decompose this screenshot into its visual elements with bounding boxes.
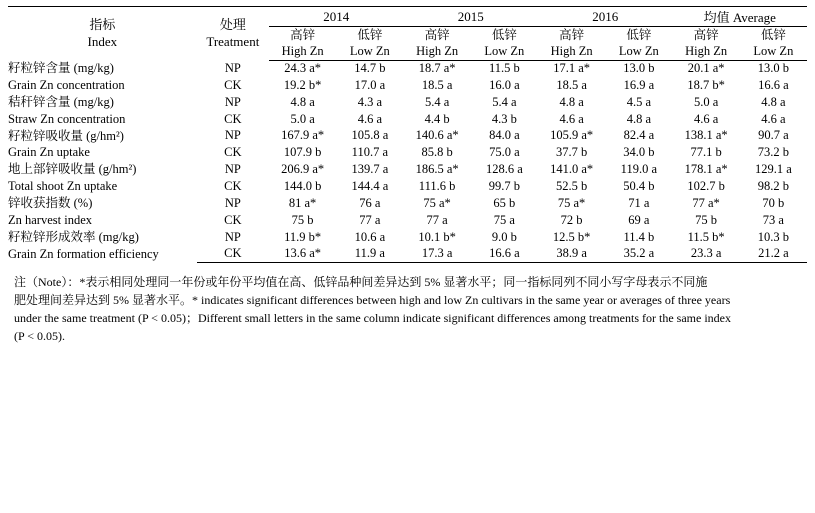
table-row (8, 60, 807, 77)
index-label-cn: 籽粒锌吸收量 (g/hm²) (8, 128, 124, 143)
header-2014-low-zn: 低锌 Low Zn (336, 27, 403, 61)
index-label-en: Total shoot Zn uptake (8, 179, 118, 194)
value-cell: 16.6 a (471, 245, 538, 262)
value-cell: 65 b (493, 195, 516, 210)
value-cell: 72 b (560, 212, 583, 227)
value-cell: 73.2 b (757, 145, 789, 160)
value-cell: 75 b (695, 212, 718, 227)
value-cell: 38.9 a (538, 245, 605, 262)
treatment-cell: CK (224, 179, 242, 194)
index-label-cn: 秸秆锌含量 (mg/kg) (8, 94, 114, 109)
value-cell: 73 a (762, 212, 784, 227)
header-2015-low-zn: 低锌 Low Zn (471, 27, 538, 61)
value-cell: 11.9 b* (284, 229, 322, 244)
value-cell: 4.8 a (559, 94, 584, 109)
value-cell: 17.3 a (403, 245, 470, 262)
value-cell: 139.7 a (351, 162, 389, 177)
value-cell: 110.7 a (351, 145, 389, 160)
treatment-cell: CK (224, 212, 242, 227)
value-cell: 16.0 a (489, 77, 520, 92)
index-label-en: Grain Zn formation efficiency (8, 246, 159, 261)
value-cell: 77 a (426, 212, 448, 227)
treatment-cell: NP (224, 94, 241, 109)
value-cell: 17.1 a* (553, 61, 590, 76)
treatment-cell: NP (224, 128, 241, 143)
row-index-label (8, 128, 197, 162)
value-cell: 4.8 a (761, 94, 786, 109)
treatment-cell: NP (224, 61, 241, 76)
value-cell: 75.0 a (489, 145, 520, 160)
value-cell: 75 b (291, 212, 314, 227)
value-cell: 10.6 a (354, 229, 386, 244)
value-cell: 144.4 a (351, 179, 389, 194)
note-line-1: 注（Note）：*表示相同处理同一年份或年份平均值在高、低锌品种间差异达到 5% 显著水平；同一指标同列不同小写字母表示不同施 (14, 275, 708, 289)
value-cell: 20.1 a* (687, 61, 725, 76)
value-cell: 34.0 b (623, 145, 655, 160)
index-label-cn: 籽粒锌形成效率 (mg/kg) (8, 229, 139, 244)
value-cell: 70 b (762, 195, 785, 210)
value-cell: 18.5 a (556, 77, 587, 92)
value-cell: 50.4 b (623, 179, 655, 194)
value-cell: 128.6 a (485, 162, 523, 177)
header-row-years (8, 7, 807, 27)
table-row (8, 161, 807, 178)
treatment-cell: NP (224, 195, 241, 210)
value-cell: 77 a* (692, 195, 720, 210)
row-index-label (8, 60, 197, 94)
header-index: 指标 Index (8, 7, 197, 61)
value-cell: 9.0 b (491, 229, 517, 244)
table-note (8, 269, 807, 345)
treatment-cell: CK (224, 111, 242, 126)
value-cell: 102.7 b (687, 179, 725, 194)
value-cell: 21.2 a (740, 245, 807, 262)
value-cell: 17.0 a (354, 77, 386, 92)
index-label-en: Grain Zn concentration (8, 77, 125, 92)
value-cell: 4.3 a (357, 94, 382, 109)
value-cell: 18.7 a* (418, 61, 456, 76)
value-cell: 111.6 b (418, 179, 456, 194)
index-label-cn: 地上部锌吸收量 (g/hm²) (8, 162, 137, 177)
treatment-cell: NP (224, 229, 241, 244)
table-row (8, 195, 807, 212)
value-cell: 35.2 a (605, 245, 672, 262)
value-cell: 23.3 a (672, 245, 739, 262)
value-cell: 75 a* (423, 195, 451, 210)
header-group-2014: 2014 (269, 7, 404, 27)
value-cell: 71 a (628, 195, 650, 210)
value-cell: 140.6 a* (415, 128, 459, 143)
value-cell: 107.9 b (283, 145, 322, 160)
header-2016-high-zn: 高锌 High Zn (538, 27, 605, 61)
value-cell: 69 a (628, 212, 650, 227)
value-cell: 82.4 a (623, 128, 655, 143)
index-label-en: Zn harvest index (8, 212, 93, 227)
value-cell: 11.5 b* (687, 229, 725, 244)
header-group-2016: 2016 (538, 7, 673, 27)
value-cell: 12.5 b* (552, 229, 591, 244)
value-cell: 13.0 b (757, 61, 789, 76)
value-cell: 105.9 a* (550, 128, 594, 143)
value-cell: 186.5 a* (415, 162, 459, 177)
value-cell: 5.0 a (290, 111, 315, 126)
treatment-cell: CK (197, 245, 269, 262)
value-cell: 18.7 b* (687, 77, 725, 92)
value-cell: 19.2 b* (283, 77, 322, 92)
value-cell: 10.1 b* (418, 229, 456, 244)
value-cell: 4.4 b (424, 111, 450, 126)
value-cell: 141.0 a* (550, 162, 594, 177)
value-cell: 4.6 a (761, 111, 786, 126)
row-index-label (8, 229, 197, 263)
table-header (8, 7, 807, 61)
value-cell: 138.1 a* (684, 128, 728, 143)
row-index-label (8, 161, 197, 195)
value-cell: 119.0 a (620, 162, 658, 177)
value-cell: 11.9 a (336, 245, 403, 262)
treatment-cell: NP (224, 162, 241, 177)
note-line-4: (P < 0.05). (14, 329, 65, 343)
value-cell: 4.6 a (693, 111, 719, 126)
table-body (8, 60, 807, 263)
value-cell: 10.3 b (757, 229, 789, 244)
value-cell: 5.4 a (424, 94, 450, 109)
value-cell: 18.5 a (421, 77, 453, 92)
table-row (8, 94, 807, 111)
value-cell: 4.6 a (357, 111, 382, 126)
header-2014-high-zn: 高锌 High Zn (269, 27, 336, 61)
header-2016-low-zn: 低锌 Low Zn (605, 27, 672, 61)
value-cell: 75 a (493, 212, 515, 227)
table-row (8, 229, 807, 246)
index-label-en: Straw Zn concentration (8, 111, 126, 126)
value-cell: 81 a* (288, 195, 317, 210)
value-cell: 85.8 b (421, 145, 453, 160)
table-row (8, 128, 807, 145)
header-2015-high-zn: 高锌 High Zn (403, 27, 470, 61)
value-cell: 37.7 b (555, 145, 588, 160)
value-cell: 167.9 a* (281, 128, 325, 143)
zinc-results-table (8, 6, 807, 263)
value-cell: 24.3 a* (284, 61, 321, 76)
value-cell: 206.9 a* (281, 162, 325, 177)
value-cell: 98.2 b (757, 179, 789, 194)
value-cell: 11.4 b (623, 229, 655, 244)
treatment-cell: CK (224, 145, 242, 160)
value-cell: 75 a* (557, 195, 586, 210)
row-index-label (8, 94, 197, 128)
value-cell: 5.4 a (492, 94, 517, 109)
header-group-2015: 2015 (403, 7, 538, 27)
index-label-cn: 锌收获指数 (%) (8, 196, 93, 210)
value-cell: 14.7 b (354, 61, 386, 76)
value-cell: 4.5 a (626, 94, 651, 109)
index-label-en: Grain Zn uptake (8, 145, 90, 160)
value-cell: 4.6 a (559, 111, 584, 126)
value-cell: 52.5 b (555, 179, 588, 194)
value-cell: 5.0 a (693, 94, 719, 109)
index-label-cn: 籽粒锌含量 (mg/kg) (8, 61, 114, 75)
value-cell: 178.1 a* (684, 162, 728, 177)
value-cell: 4.3 b (491, 111, 517, 126)
value-cell: 77.1 b (690, 145, 722, 160)
value-cell: 16.9 a (623, 77, 655, 92)
value-cell: 129.1 a (754, 162, 792, 177)
value-cell: 99.7 b (488, 179, 520, 194)
header-average-high-zn: 高锌 High Zn (672, 27, 739, 61)
value-cell: 144.0 b (283, 179, 322, 194)
value-cell: 77 a (359, 212, 381, 227)
value-cell: 84.0 a (489, 128, 520, 143)
header-group-average: 均值 Average (672, 7, 807, 27)
header-treatment: 处理 Treatment (197, 7, 269, 61)
value-cell: 16.6 a (758, 77, 789, 92)
value-cell: 11.5 b (488, 61, 520, 76)
row-index-label (8, 195, 197, 229)
value-cell: 4.8 a (626, 111, 651, 126)
value-cell: 90.7 a (758, 128, 789, 143)
value-cell: 4.8 a (290, 94, 315, 109)
value-cell: 13.6 a* (269, 245, 336, 262)
value-cell: 13.0 b (623, 61, 655, 76)
header-average-low-zn: 低锌 Low Zn (740, 27, 807, 61)
value-cell: 76 a (359, 195, 381, 210)
note-line-3: under the same treatment (P < 0.05)；Different small letters in the same column indicate significant differences among treatments for the same index (14, 311, 731, 325)
treatment-cell: CK (224, 77, 242, 92)
value-cell: 105.8 a (351, 128, 389, 143)
note-line-2: 肥处理间差异达到 5% 显著水平。* indicates significant differences between high and low Zn cultivars in the same year or averages of three years (14, 293, 731, 307)
